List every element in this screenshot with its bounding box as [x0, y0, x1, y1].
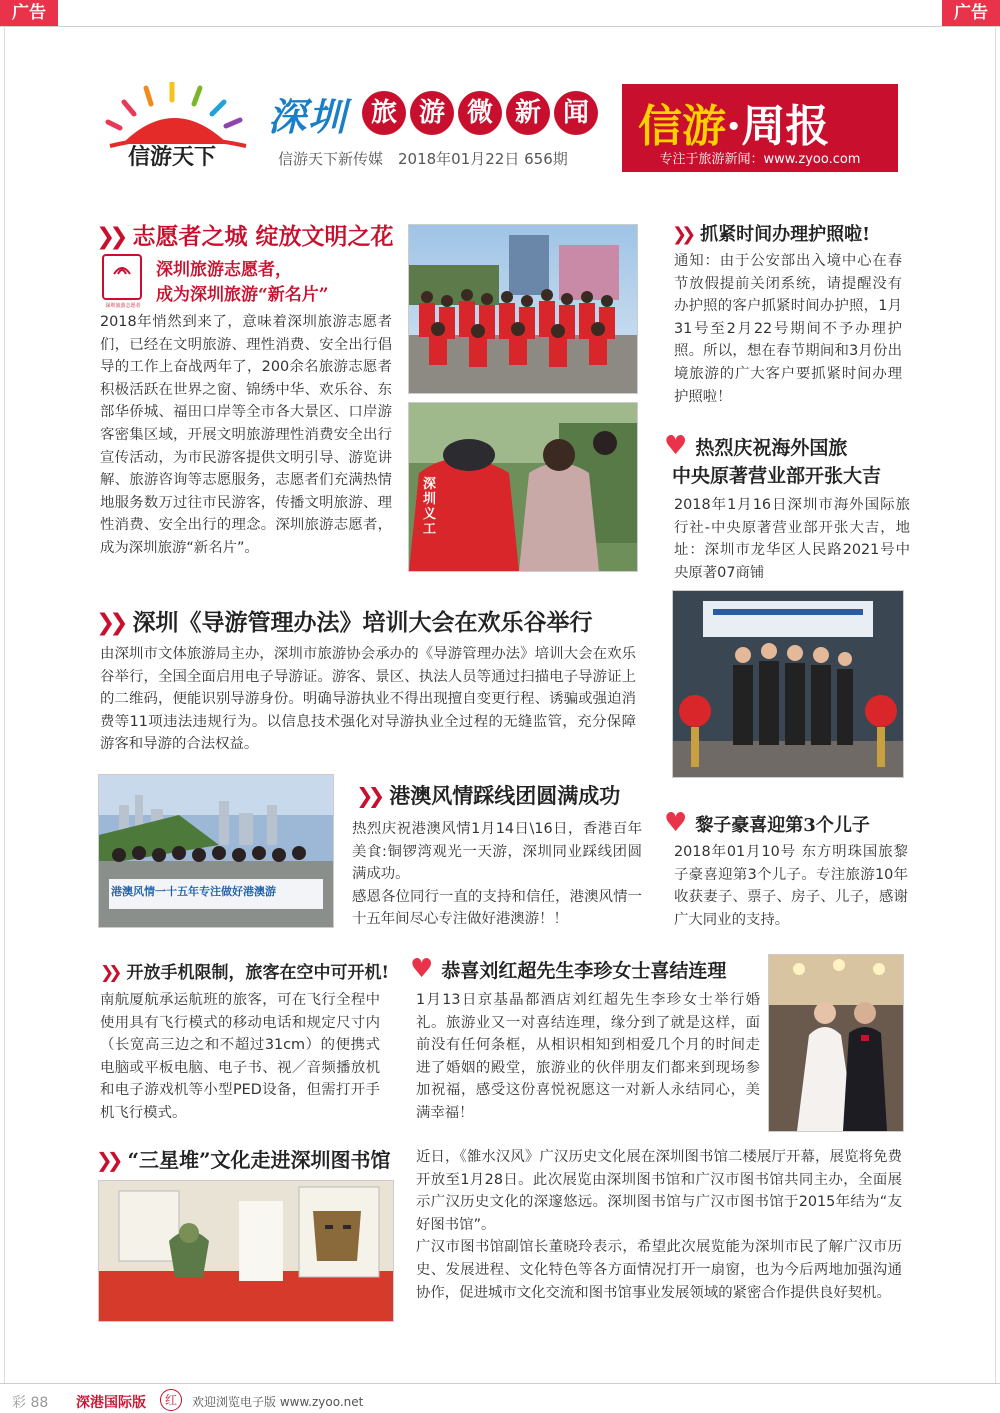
tour-group-photo — [98, 774, 334, 928]
weekly-title — [638, 90, 829, 154]
edition-label: 深港国际版 — [76, 1395, 146, 1411]
exhibition-photo — [98, 1180, 394, 1322]
article4-title-text: 深圳《导游管理办法》培训大会在欢乐谷举行 — [132, 609, 593, 636]
brand-char: 闻 — [554, 91, 598, 135]
article9-title-text: “三星堆”文化走进深圳图书馆 — [127, 1148, 391, 1172]
article9-body2: 广汉市图书馆副馆长董晓玲表示，希望此次展览能为深圳市民了解广汉市历史、发展进程、文化特色等各方面情况打开一扇窗，也为今后两地加强沟通协作，促进城市文化交流和图书馆事业发展领域的紧密合作提供良好契机。 — [416, 1239, 902, 1301]
article7-body: 南航厦航承运航班的旅客，可在飞行全程中使用具有飞行模式的移动电话和规定尺寸内（长宽高三边之和不超过31cm）的便携式电脑或平板电脑、电子书、视／音频播放机和电子游戏机等小型PED设备，但需打开手机飞行模式。 — [100, 992, 380, 1121]
article3-body: 2018年1月16日深圳市海外国际旅行社-中央原著营业部开张大吉，地址：深圳市龙华区人民路2021号中央原著07商铺 — [674, 497, 910, 581]
article9-body — [416, 1146, 902, 1304]
page-number: 彩 88 — [12, 1395, 49, 1411]
article5-body — [352, 818, 642, 931]
double-chevron-icon: ❯❯ — [356, 784, 380, 808]
red-seal-icon: 红 — [160, 1389, 182, 1411]
article1-title-text: 志愿者之城 绽放文明之花 — [132, 223, 394, 250]
double-chevron-icon: ❯❯ — [96, 1148, 118, 1172]
brand-title — [268, 86, 602, 140]
article3-title-line1: 热烈庆祝海外国旅 — [695, 437, 848, 459]
article5-body2: 感恩各位同行一直的支持和信任，港澳风情一十五年间尽心专注做好港澳游！！ — [352, 888, 642, 928]
heart-icon: ♥ — [410, 954, 434, 984]
weekly-title-b: 周报 — [741, 101, 830, 152]
brand-char: 新 — [506, 91, 550, 135]
footer — [0, 1386, 1000, 1413]
weekly-title-dot: · — [726, 101, 742, 152]
article2-title — [672, 220, 870, 246]
heart-icon: ♥ — [664, 431, 688, 461]
article2-body: 通知：由于公安部出入境中心在春节放假提前关闭系统，请提醒没有办护照的客户抓紧时间办护照，1月31号至2月22号期间不予办理护照。所以，想在春节期间和3月份出境旅游的广大客户要抓紧时间办理护照啦！ — [674, 253, 902, 405]
article8-title-text: 恭喜刘红超先生李珍女士喜结连理 — [441, 960, 727, 982]
footer-rule — [0, 1383, 1000, 1384]
article9-title — [96, 1144, 391, 1173]
double-chevron-icon: ❯❯ — [672, 224, 691, 245]
double-chevron-icon: ❯❯ — [100, 963, 117, 983]
double-chevron-icon: ❯❯ — [96, 610, 123, 636]
volunteer-service-photo — [408, 402, 638, 572]
issue-line: 信游天下新传媒 2018年01月22日 656期 — [278, 150, 568, 168]
volunteers-group-photo — [408, 224, 638, 394]
article9-body1: 近日，《雒水汉风》广汉历史文化展在深圳图书馆二楼展厅开幕，展览将免费开放至1月28日。此次展览由深圳图书馆和广汉市图书馆共同主办，全面展示广汉历史文化的深邃悠远。深圳图书馆与广汉市图书馆于2015年结为“友好图书馆”。 — [416, 1149, 902, 1233]
vest-text: 深圳义工 — [423, 477, 437, 537]
badge-label: 深圳旅游志愿者 — [105, 303, 141, 309]
article1-subtitle — [156, 258, 329, 308]
article6-body: 2018年01月10号 东方明珠国旅黎子豪喜迎第3个儿子。专注旅游10年收获妻子、票子、房子、儿子，感谢广大同业的支持。 — [674, 844, 908, 928]
brand-city: 深圳 — [268, 93, 349, 139]
article6-title — [664, 808, 870, 838]
article6-title-text: 黎子豪喜迎第3个儿子 — [695, 815, 870, 836]
brand-char: 游 — [410, 91, 454, 135]
article4-title — [96, 604, 593, 637]
article8-title — [410, 954, 726, 984]
article5-title-text: 港澳风情踩线团圆满成功 — [389, 783, 621, 808]
article8-body: 1月13日京基晶都酒店刘红超先生李珍女士举行婚礼。旅游业又一对喜结连理，缘分到了就是这样，面前没有任何条框，从相识相知到相爱几个月的时间走进了婚姻的殿堂，旅游业的伙伴朋友们都来到现场参加祝福，感受这份喜悦祝愿这一对新人永结同心，美满幸福！ — [416, 992, 760, 1121]
volunteer-badge-icon — [102, 254, 142, 300]
heart-icon: ♥ — [664, 808, 688, 838]
double-chevron-icon: ❯❯ — [96, 224, 123, 250]
website-link[interactable]: 欢迎浏览电子版 www.zyoo.net — [192, 1395, 364, 1409]
brand-char: 微 — [458, 91, 502, 135]
ad-tag-left: 广告 — [0, 0, 58, 26]
article7-title — [100, 958, 389, 983]
article3-title — [664, 432, 881, 490]
weekly-banner — [622, 84, 898, 172]
article1-title — [96, 218, 394, 251]
article3-title-line2: 中央原著营业部开张大吉 — [672, 465, 882, 487]
article4-body: 由深圳市文体旅游局主办，深圳市旅游协会承办的《导游管理办法》培训大会在欢乐谷举行，全国全面启用电子导游证。游客、景区、执法人员等通过扫描电子导游证上的二维码，便能识别导游身份。明确导游执业不得出现擅自变更行程、诱骗或强迫消费等11项违法违规行为。以信息技术强化对导游执业全过程的无缝监管，充分保障游客和导游的合法权益。 — [100, 646, 636, 753]
store-opening-photo — [672, 590, 904, 778]
ad-tag-right: 广告 — [942, 0, 1000, 26]
wing-icon — [112, 262, 132, 276]
article2-title-text: 抓紧时间办理护照啦! — [700, 224, 871, 245]
tour-banner-text: 港澳风情一十五年专注做好港澳游 — [111, 885, 276, 898]
brand-char: 旅 — [362, 91, 406, 135]
article1-subtitle-line2: 成为深圳旅游“新名片” — [156, 285, 329, 305]
article1-body: 2018年悄然到来了，意味着深圳旅游志愿者们，已经在文明旅游、理性消费、安全出行倡导的工作上奋战两年了，200余名旅游志愿者积极活跃在世界之窗、锦绣中华、欢乐谷、东部华侨城、福田口岸等全市各大景区、口岸游客密集区域，开展文明旅游理性消费安全出行宣传活动，为市民游客提供文明引导、游览讲解、旅游咨询等志愿服务，志愿者们充满热情地服务数万过往市民游客，传播文明旅游、理性消费、安全出行的理念。深圳旅游志愿者，成为深圳旅游“新名片”。 — [100, 314, 392, 556]
logo-text: 信游天下 — [128, 144, 217, 170]
weekly-subtitle: 专注于旅游新闻：www.zyoo.com — [659, 152, 861, 167]
article5-title — [356, 780, 620, 810]
wedding-photo — [768, 954, 904, 1132]
article1-subtitle-line1: 深圳旅游志愿者， — [156, 260, 292, 280]
weekly-title-a: 信游 — [638, 101, 726, 152]
article7-title-text: 开放手机限制，旅客在空中可开机! — [126, 963, 389, 983]
article5-body1: 热烈庆祝港澳风情1月14日\16日，香港百年美食:铜锣湾观光一天游，深圳同业踩线团圆满成功。 — [352, 821, 642, 883]
